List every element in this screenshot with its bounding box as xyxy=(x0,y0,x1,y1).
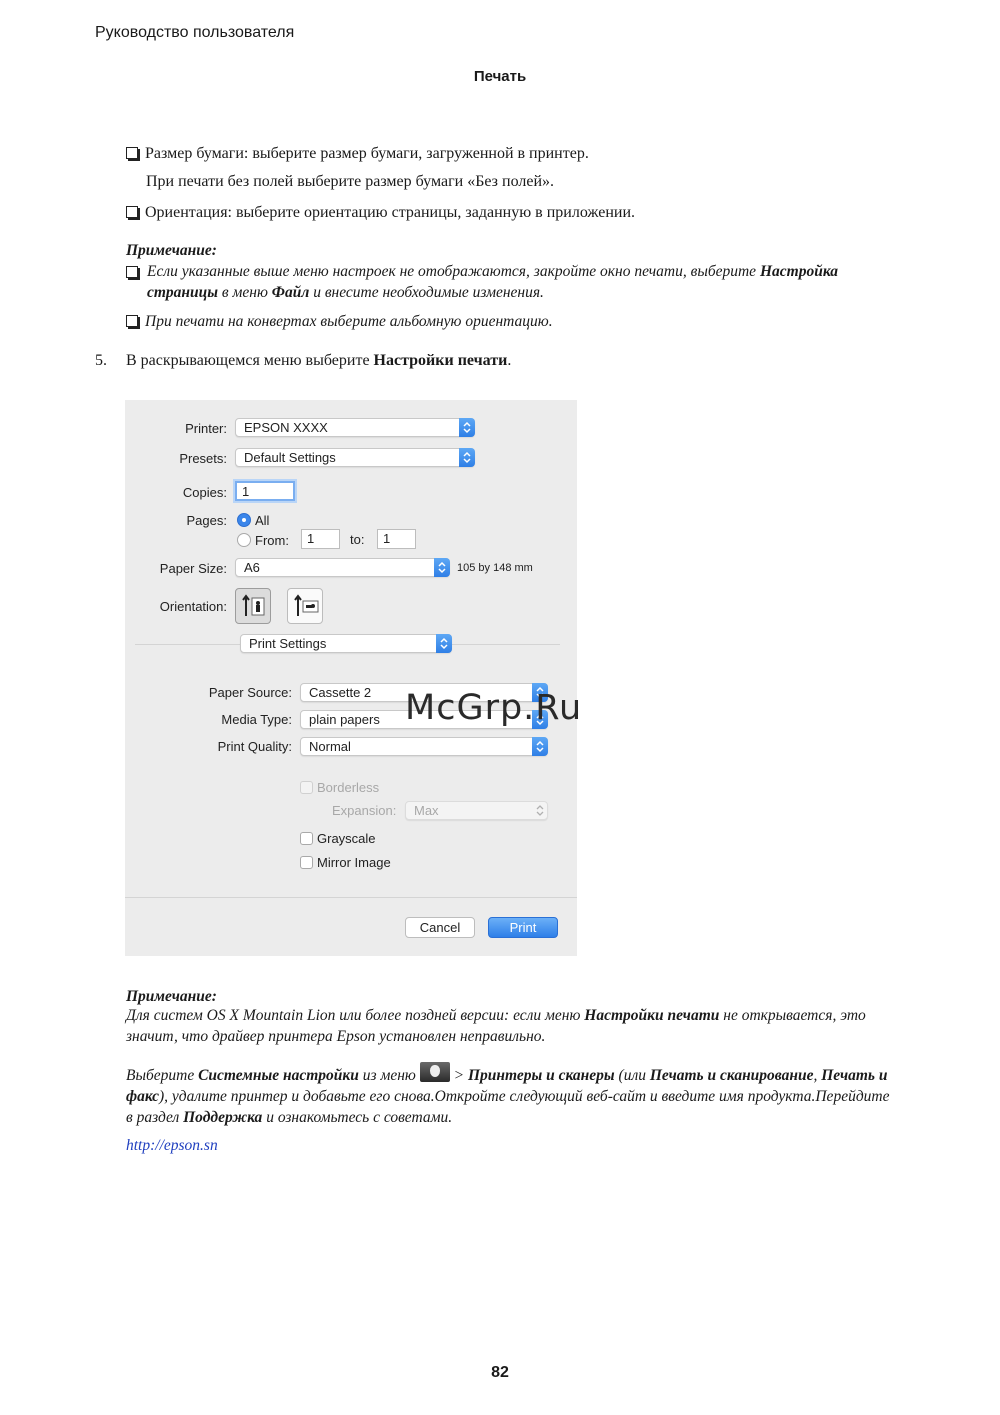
list-item xyxy=(126,202,635,224)
expansion-popup[interactable]: Max xyxy=(405,801,548,820)
mirror-image-checkbox[interactable] xyxy=(300,856,313,869)
checkbox-bullet-icon xyxy=(126,315,138,327)
note-bullet: Если указанные выше меню настроек не отображаются, закройте окно печати, выберите Настройка страницы в меню Файл и внесите необходимые изменения. xyxy=(126,261,896,303)
copies-input[interactable]: 1 xyxy=(235,481,295,501)
presets-popup[interactable]: Default Settings xyxy=(235,448,475,467)
page-number: 82 xyxy=(491,1364,509,1381)
note-title: Примечание: xyxy=(126,242,217,259)
note-paragraph: Для систем OS X Mountain Lion или более поздней версии: если меню Настройки печати не открывается, это значит, что драйвер принтера Epson установлен неправильно. xyxy=(126,1007,866,1045)
grayscale-label: Grayscale xyxy=(317,831,376,846)
printer-popup[interactable]: EPSON XXXX xyxy=(235,418,475,437)
paper-size-label: Paper Size: xyxy=(159,561,227,576)
pages-label: Pages: xyxy=(186,513,227,528)
pages-all-radio[interactable] xyxy=(237,513,251,527)
pages-from-label: From: xyxy=(255,533,289,548)
presets-label: Presets: xyxy=(179,451,227,466)
apple-menu-icon xyxy=(420,1062,450,1082)
note-title: Примечание: xyxy=(126,988,217,1005)
mirror-image-label: Mirror Image xyxy=(317,855,391,870)
epson-link[interactable]: http://epson.sn xyxy=(126,1137,218,1154)
pages-to-input[interactable]: 1 xyxy=(377,529,416,549)
updown-arrows-icon xyxy=(532,737,548,756)
note-bullet: При печати на конвертах выберите альбомную ориентацию. xyxy=(126,311,553,332)
orientation-label: Orientation: xyxy=(159,599,227,614)
pages-from-input[interactable]: 1 xyxy=(301,529,340,549)
media-type-popup[interactable]: plain papers xyxy=(300,710,548,729)
borderless-checkbox[interactable] xyxy=(300,781,313,794)
divider xyxy=(125,897,577,898)
orientation-landscape-button[interactable] xyxy=(287,588,323,624)
pages-from-radio[interactable] xyxy=(237,533,251,547)
list-item xyxy=(126,143,589,165)
borderless-label: Borderless xyxy=(317,780,380,795)
section-title: Печать xyxy=(473,68,527,85)
print-dialog xyxy=(125,400,577,956)
print-button[interactable]: Print xyxy=(488,917,558,938)
checkbox-bullet-icon xyxy=(126,266,138,278)
expansion-label: Expansion: xyxy=(332,803,397,818)
checkbox-bullet-icon xyxy=(126,147,138,159)
pages-to-label: to: xyxy=(350,532,365,547)
copies-label: Copies: xyxy=(182,485,227,500)
portrait-icon xyxy=(236,589,270,623)
updown-arrows-icon xyxy=(532,801,548,820)
list-item-text: Ориентация: выберите ориентацию страницы, заданную в приложении. xyxy=(145,204,636,221)
updown-arrows-icon xyxy=(434,558,450,577)
updown-arrows-icon xyxy=(436,634,452,653)
note-paragraph: Выберите Системные настройки из меню > Принтеры и сканеры (или Печать и сканирование, Печать и факс), удалите принтер и добавьте его снова.Откройте следующий веб-сайт и введите имя продукта.Перейдите в раздел Поддержка и ознакомьтесь с советами. xyxy=(126,1062,891,1128)
print-quality-popup[interactable]: Normal xyxy=(300,737,548,756)
printer-label: Printer: xyxy=(185,421,227,436)
paper-size-dimensions: 105 by 148 mm xyxy=(457,562,533,574)
updown-arrows-icon xyxy=(459,448,475,467)
list-item-text: Размер бумаги: выберите размер бумаги, загруженной в принтер. xyxy=(145,145,589,162)
list-item-subtext: При печати без полей выберите размер бумаги «Без полей». xyxy=(146,173,554,190)
media-type-label: Media Type: xyxy=(221,712,292,727)
grayscale-checkbox[interactable] xyxy=(300,832,313,845)
pages-all-label: All xyxy=(255,513,270,528)
document-title: Руководство пользователя xyxy=(95,24,295,41)
panel-popup[interactable]: Print Settings xyxy=(240,634,452,653)
checkbox-bullet-icon xyxy=(126,206,138,218)
print-quality-label: Print Quality: xyxy=(217,739,292,754)
step-text: В раскрывающемся меню выберите Настройки печати. xyxy=(126,352,512,369)
updown-arrows-icon xyxy=(459,418,475,437)
paper-source-label: Paper Source: xyxy=(208,685,292,700)
watermark: McGrp.Ru xyxy=(405,688,583,728)
cancel-button[interactable]: Cancel xyxy=(405,917,475,938)
step-number: 5. xyxy=(95,352,107,369)
orientation-portrait-button[interactable] xyxy=(235,588,271,624)
paper-size-popup[interactable]: A6 xyxy=(235,558,450,577)
paper-source-popup[interactable]: Cassette 2 xyxy=(300,683,548,702)
landscape-icon xyxy=(288,589,322,623)
